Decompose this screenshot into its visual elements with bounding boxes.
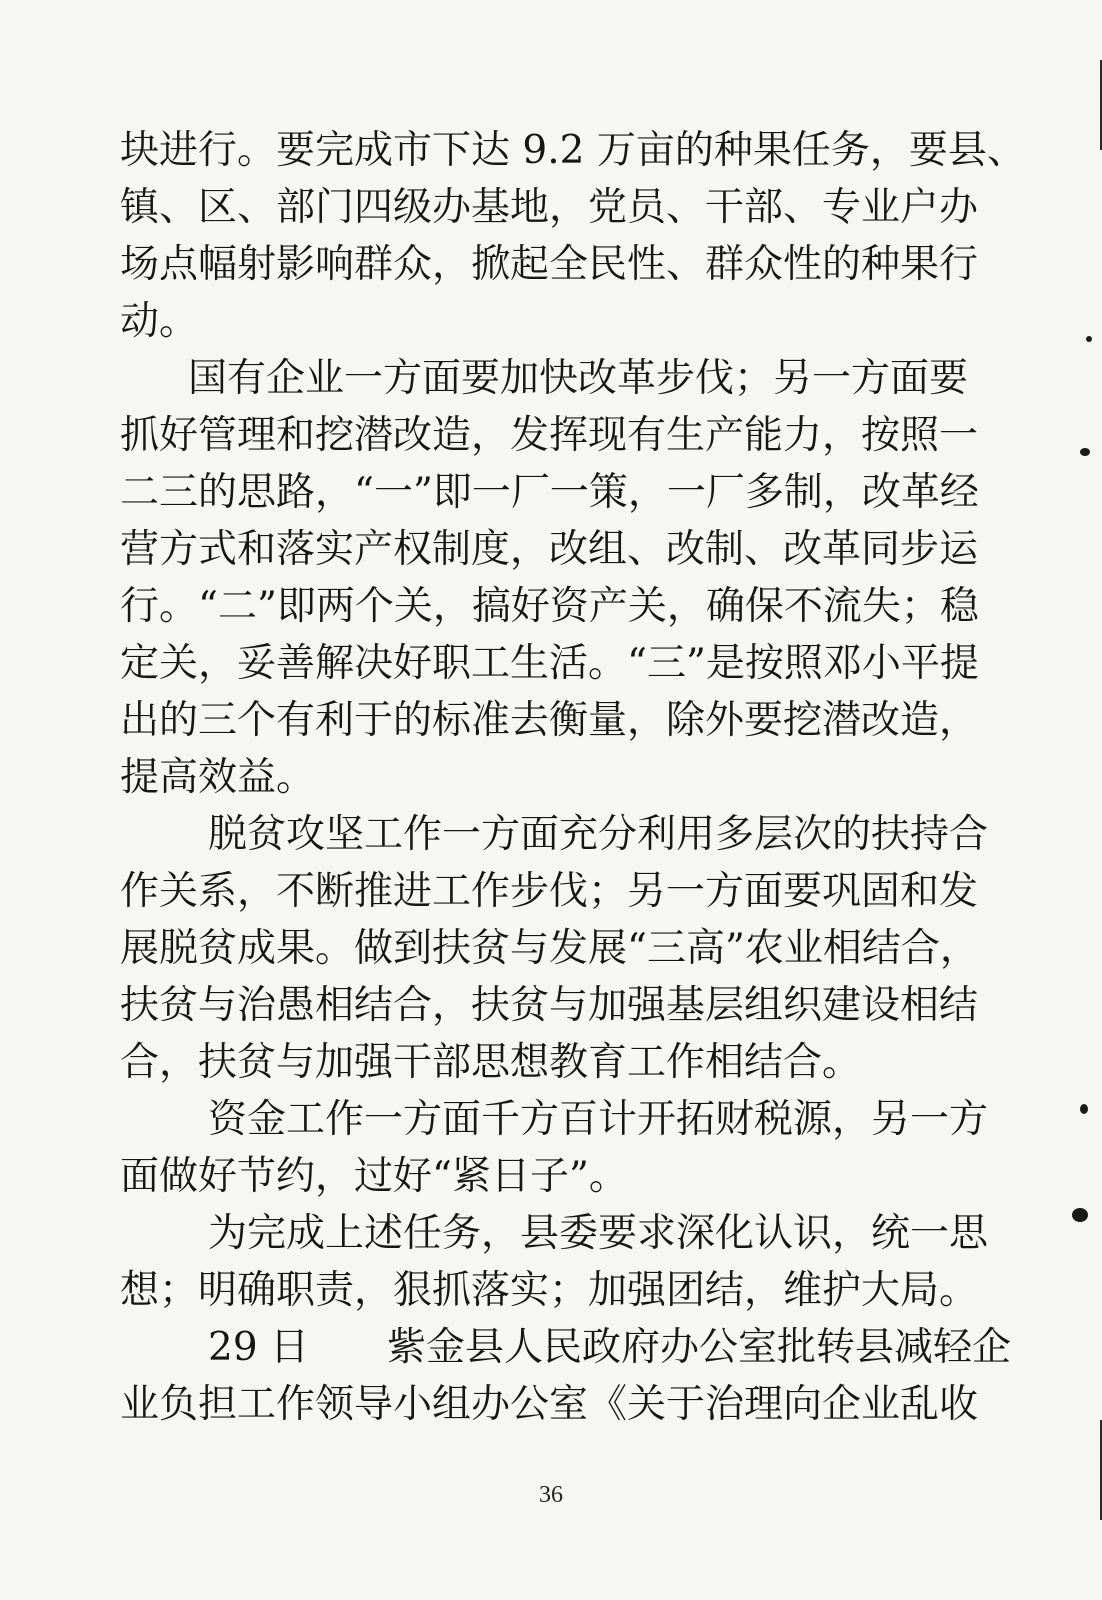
text-line: 行。“二”即两个关，搞好资产关，确保不流失；稳 [120,584,979,629]
text-line: 二三的思路，“一”即一厂一策，一厂多制，改革经 [120,470,979,515]
text-line: 镇、区、部门四级办基地，党员、干部、专业户办 [120,185,979,230]
text-line: 营方式和落实产权制度，改组、改制、改革同步运 [120,527,979,572]
text-line: 扶贫与治愚相结合，扶贫与加强基层组织建设相结 [120,983,979,1028]
text-line: 动。 [120,299,199,344]
text-line: 出的三个有利于的标准去衡量，除外要挖潜改造， [120,698,979,743]
text-line: 国有企业一方面要加快改革步伐；另一方面要 [188,356,969,401]
text-line: 合，扶贫与加强干部思想教育工作相结合。 [120,1040,862,1085]
text-line: 面做好节约，过好“紧日子”。 [120,1154,628,1199]
text-line: 块进行。要完成市下达 9.2 万亩的种果任务，要县、 [120,128,1026,173]
text-line: 脱贫攻坚工作一方面充分利用多层次的扶持合 [208,812,989,857]
text-line: 29 日 紫金县人民政府办公室批转县减轻企 [208,1325,1012,1370]
page-number: 36 [539,1482,563,1508]
body-text [120,122,1026,1433]
text-line: 场点幅射影响群众，掀起全民性、群众性的种果行 [120,242,979,287]
scan-speck [1086,336,1092,342]
text-line: 定关，妥善解决好职工生活。“三”是按照邓小平提 [120,641,979,686]
text-line: 想；明确职责，狠抓落实；加强团结，维护大局。 [120,1268,979,1313]
scan-speck [1080,448,1090,456]
text-line: 作关系，不断推进工作步伐；另一方面要巩固和发 [120,869,979,914]
scan-speck [1080,1104,1088,1114]
text-line: 业负担工作领导小组办公室《关于治理向企业乱收 [120,1382,979,1427]
text-line: 展脱贫成果。做到扶贫与发展“三高”农业相结合， [120,926,979,971]
text-line: 抓好管理和挖潜改造，发挥现有生产能力，按照一 [120,413,979,458]
text-line: 提高效益。 [120,755,316,800]
scan-speck [1072,1208,1088,1222]
text-line: 为完成上述任务，县委要求深化认识，统一思 [208,1211,989,1256]
text-line: 资金工作一方面千方百计开拓财税源，另一方 [208,1097,989,1142]
